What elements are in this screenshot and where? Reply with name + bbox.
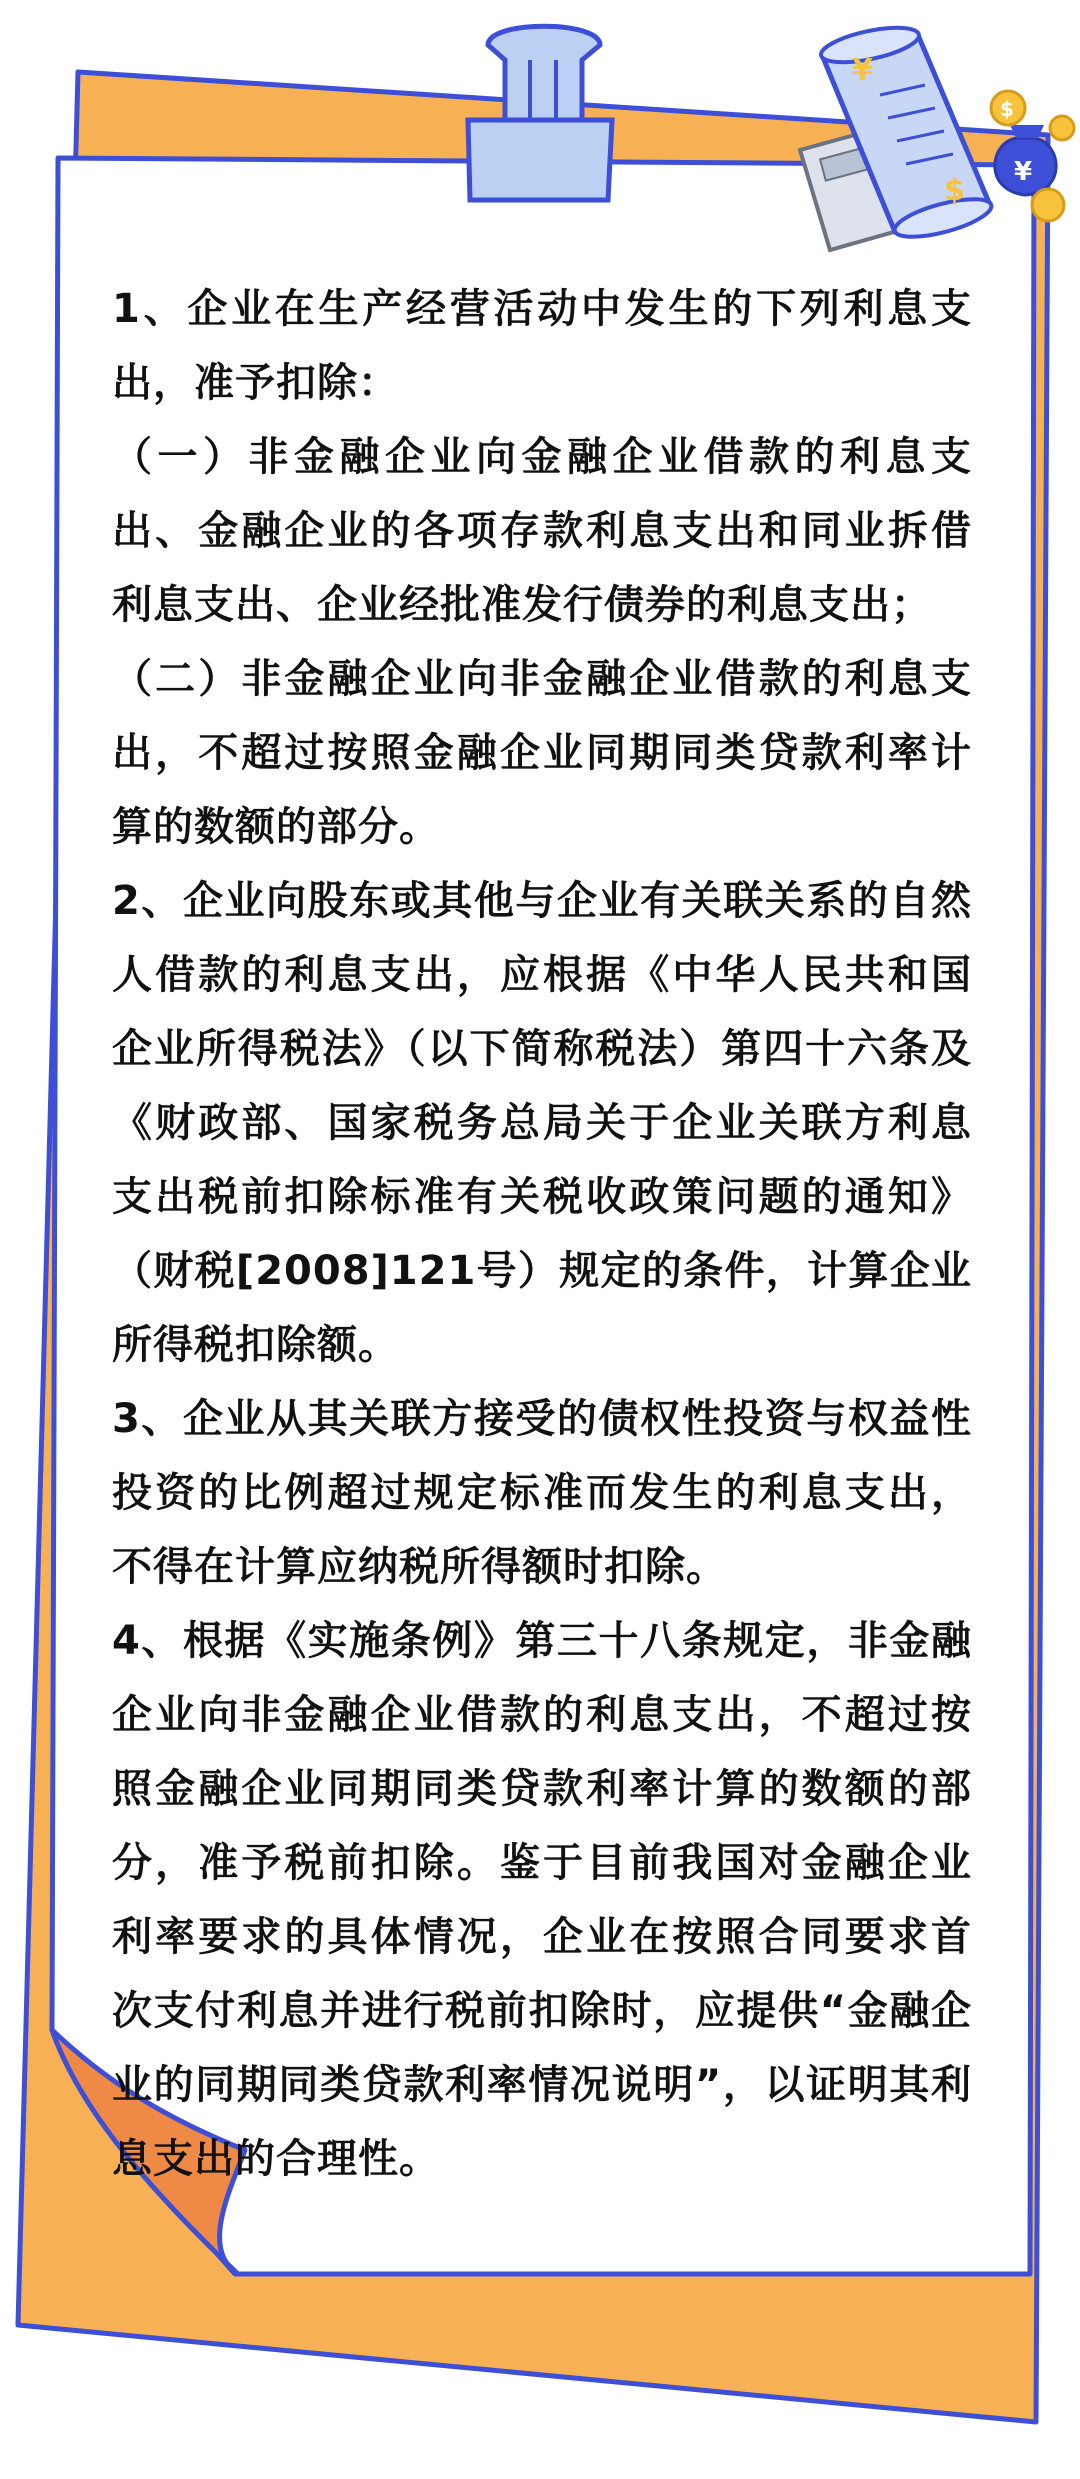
coin-dollar-symbol: $	[1000, 97, 1014, 121]
receipt-yuan-symbol: ¥	[852, 53, 873, 88]
paragraph-item-1-sub-1: （一）非金融企业向金融企业借款的利息支出、金融企业的各项存款利息支出和同业拆借利息支出、企业经批准发行债券的利息支出；	[112, 434, 972, 628]
paragraph-item-3: 3、企业从其关联方接受的债权性投资与权益性投资的比例超过规定标准而发生的利息支出，不得在计算应纳税所得额时扣除。	[112, 1396, 972, 1590]
paragraph-item-4: 4、根据《实施条例》第三十八条规定，非金融企业向非金融企业借款的利息支出，不超过按照金融企业同期同类贷款利率计算的数额的部分，准予税前扣除。鉴于目前我国对金融企业利率要求的具体情况，企业在按照合同要求首次支付利息并进行税前扣除时，应提供“金融企业的同期同类贷款利率情况说明”，以证明其利息支出的合理性。	[112, 1618, 972, 2182]
money-bag-yuan-symbol: ¥	[1014, 157, 1033, 187]
article-body	[112, 272, 972, 2196]
paragraph-item-2: 2、企业向股东或其他与企业有关联关系的自然人借款的利息支出，应根据《中华人民共和国企业所得税法》（以下简称税法）第四十六条及《财政部、国家税务总局关于企业关联方利息支出税前扣除标准有关税收政策问题的通知》（财税[2008]121号）规定的条件，计算企业所得税扣除额。	[112, 878, 972, 1368]
paragraph-item-1-sub-2: （二）非金融企业向非金融企业借款的利息支出，不超过按照金融企业同期同类贷款利率计算的数额的部分。	[112, 656, 972, 850]
receipt-dollar-symbol: $	[944, 173, 965, 208]
paragraph-item-1: 1、企业在生产经营活动中发生的下列利息支出，准予扣除：	[112, 286, 972, 406]
